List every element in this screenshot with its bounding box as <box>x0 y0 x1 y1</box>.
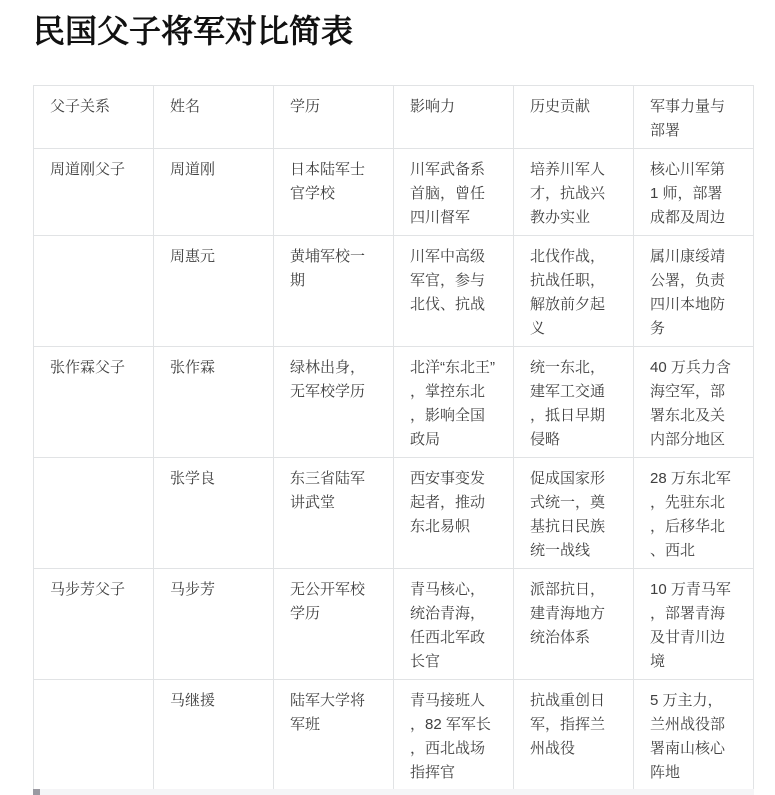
table-cell: 川军中高级军官，参与北伐、抗战 <box>394 236 514 347</box>
header-cell: 影响力 <box>394 86 514 149</box>
table-cell: 西安事变发起者，推动东北易帜 <box>394 458 514 569</box>
table-cell: 周道刚父子 <box>34 149 154 236</box>
table-cell: 周惠元 <box>154 236 274 347</box>
table-cell: 周道刚 <box>154 149 274 236</box>
horizontal-scrollbar[interactable] <box>33 789 754 795</box>
table-cell: 培养川军人才，抗战兴教办实业 <box>514 149 634 236</box>
table-cell: 川军武备系首脑，曾任四川督军 <box>394 149 514 236</box>
header-cell: 父子关系 <box>34 86 154 149</box>
table-cell: 马步芳父子 <box>34 569 154 680</box>
table-cell: 马继援 <box>154 680 274 791</box>
table-cell: 促成国家形式统一，奠基抗日民族统一战线 <box>514 458 634 569</box>
table-row <box>34 149 754 236</box>
table-cell: 陆军大学将军班 <box>274 680 394 791</box>
table-cell: 青马接班人，82 军军长，西北战场指挥官 <box>394 680 514 791</box>
table-body <box>34 149 754 791</box>
table-cell: 日本陆军士官学校 <box>274 149 394 236</box>
table-row <box>34 680 754 791</box>
header-cell: 学历 <box>274 86 394 149</box>
table-cell <box>34 458 154 569</box>
table-cell: 抗战重创日军，指挥兰州战役 <box>514 680 634 791</box>
table-cell <box>34 680 154 791</box>
table-row <box>34 458 754 569</box>
scrollbar-thumb[interactable] <box>33 789 40 795</box>
table-cell: 青马核心，统治青海，任西北军政长官 <box>394 569 514 680</box>
table-cell: 张作霖 <box>154 347 274 458</box>
table-cell: 张作霖父子 <box>34 347 154 458</box>
table-row <box>34 236 754 347</box>
table-cell <box>34 236 154 347</box>
table-cell: 东三省陆军讲武堂 <box>274 458 394 569</box>
table-cell: 5 万主力，兰州战役部署南山核心阵地 <box>634 680 754 791</box>
table-cell: 北伐作战，抗战任职，解放前夕起义 <box>514 236 634 347</box>
table-cell: 无公开军校学历 <box>274 569 394 680</box>
table-cell: 统一东北，建军工交通，抵日早期侵略 <box>514 347 634 458</box>
table-cell: 黄埔军校一期 <box>274 236 394 347</box>
table-cell: 核心川军第 1 师，部署成都及周边 <box>634 149 754 236</box>
table-cell: 28 万东北军，先驻东北，后移华北、西北 <box>634 458 754 569</box>
table-cell: 10 万青马军，部署青海及甘青川边境 <box>634 569 754 680</box>
generals-comparison-table <box>33 85 754 791</box>
table-row <box>34 347 754 458</box>
header-cell: 历史贡献 <box>514 86 634 149</box>
table-cell: 张学良 <box>154 458 274 569</box>
table-cell: 马步芳 <box>154 569 274 680</box>
table-cell: 派部抗日，建青海地方统治体系 <box>514 569 634 680</box>
header-cell: 姓名 <box>154 86 274 149</box>
table-cell: 绿林出身，无军校学历 <box>274 347 394 458</box>
table-cell: 40 万兵力含海空军，部署东北及关内部分地区 <box>634 347 754 458</box>
page-title: 民国父子将军对比简表 <box>33 13 354 49</box>
table-cell: 属川康绥靖公署，负责四川本地防务 <box>634 236 754 347</box>
table-row <box>34 569 754 680</box>
table-cell: 北洋“东北王”，掌控东北，影响全国政局 <box>394 347 514 458</box>
header-cell: 军事力量与部署 <box>634 86 754 149</box>
table-header-row <box>34 86 754 149</box>
